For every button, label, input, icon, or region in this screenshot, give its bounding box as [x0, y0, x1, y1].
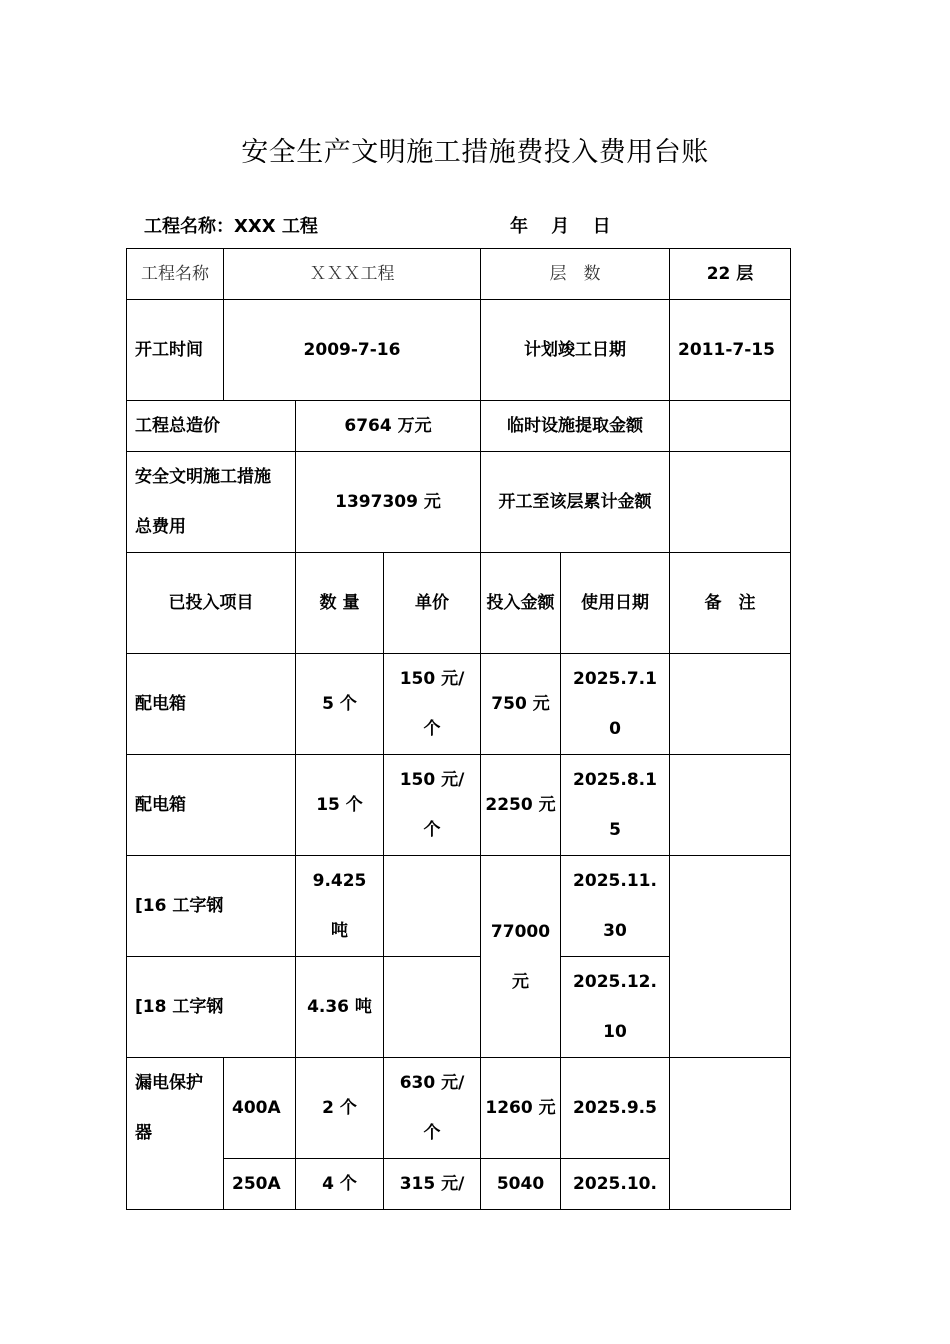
- row-item: 配电箱: [127, 654, 296, 755]
- table-row: [127, 755, 791, 856]
- row-price: 150 元/个: [384, 654, 481, 755]
- row-item: [18 工字钢: [127, 957, 296, 1058]
- project-name-value: ＸＸＸ工程: [224, 249, 481, 300]
- row-spec: 250A: [224, 1159, 296, 1210]
- row-date: 2025.8.15: [561, 755, 670, 856]
- info-row-project: [127, 249, 791, 300]
- row-note: [670, 654, 791, 755]
- col-item-header: 已投入项目: [127, 553, 296, 654]
- row-amount: 5040: [481, 1159, 561, 1210]
- row-spec: 400A: [224, 1058, 296, 1159]
- table-row: [127, 856, 791, 957]
- row-qty: 9.425 吨: [296, 856, 384, 957]
- total-cost-label: 工程总造价: [127, 401, 296, 452]
- cumulative-label: 开工至该层累计金额: [481, 452, 670, 553]
- floors-value: 22 层: [670, 249, 791, 300]
- row-amount-merged: 77000 元: [481, 856, 561, 1058]
- row-price: 150 元/个: [384, 755, 481, 856]
- row-date: 2025.11.30: [561, 856, 670, 957]
- table-row: [127, 654, 791, 755]
- row-price: [384, 957, 481, 1058]
- start-label: 开工时间: [127, 300, 224, 401]
- row-note: [670, 755, 791, 856]
- row-qty: 5 个: [296, 654, 384, 755]
- row-amount: 1260 元: [481, 1058, 561, 1159]
- row-note-merged: [670, 856, 791, 1058]
- date-month: 月: [551, 216, 570, 237]
- row-price: 630 元/个: [384, 1058, 481, 1159]
- col-qty-header: 数 量: [296, 553, 384, 654]
- temp-facility-value: [670, 401, 791, 452]
- row-qty: 2 个: [296, 1058, 384, 1159]
- date-day: 日: [592, 216, 611, 237]
- row-qty: 15 个: [296, 755, 384, 856]
- floors-label: 层 数: [481, 249, 670, 300]
- project-name-label: 工程名称: [127, 249, 224, 300]
- row-date: 2025.9.5: [561, 1058, 670, 1159]
- date-header: [510, 212, 628, 238]
- table-row: [127, 1058, 791, 1159]
- info-row-safety: [127, 452, 791, 553]
- safety-total-label: 安全文明施工措施总费用: [127, 452, 296, 553]
- info-row-cost: [127, 401, 791, 452]
- row-date: 2025.12.10: [561, 957, 670, 1058]
- row-qty: 4.36 吨: [296, 957, 384, 1058]
- row-date: 2025.10.: [561, 1159, 670, 1210]
- ledger-table: [126, 248, 791, 1210]
- total-cost-value: 6764 万元: [296, 401, 481, 452]
- row-amount: 2250 元: [481, 755, 561, 856]
- project-name-header: 工程名称：XXX 工程: [144, 216, 318, 237]
- row-amount: 750 元: [481, 654, 561, 755]
- temp-facility-label: 临时设施提取金额: [481, 401, 670, 452]
- col-note-header: 备 注: [670, 553, 791, 654]
- col-date-header: 使用日期: [561, 553, 670, 654]
- col-price-header: 单价: [384, 553, 481, 654]
- page-title: 安全生产文明施工措施费投入费用台账: [241, 137, 709, 168]
- planned-end-value: 2011-7-15: [670, 300, 791, 401]
- info-row-dates: [127, 300, 791, 401]
- row-date: 2025.7.10: [561, 654, 670, 755]
- start-value: 2009-7-16: [224, 300, 481, 401]
- col-amount-header: 投入金额: [481, 553, 561, 654]
- row-price: [384, 856, 481, 957]
- column-header-row: [127, 553, 791, 654]
- date-year: 年: [510, 216, 528, 237]
- safety-total-value: 1397309 元: [296, 452, 481, 553]
- row-qty: 4 个: [296, 1159, 384, 1210]
- cumulative-value: [670, 452, 791, 553]
- planned-end-label: 计划竣工日期: [481, 300, 670, 401]
- row-note-merged: [670, 1058, 791, 1210]
- row-item: 配电箱: [127, 755, 296, 856]
- row-item: [16 工字钢: [127, 856, 296, 957]
- row-item-merged: 漏电保护器: [127, 1058, 224, 1210]
- row-price: 315 元/: [384, 1159, 481, 1210]
